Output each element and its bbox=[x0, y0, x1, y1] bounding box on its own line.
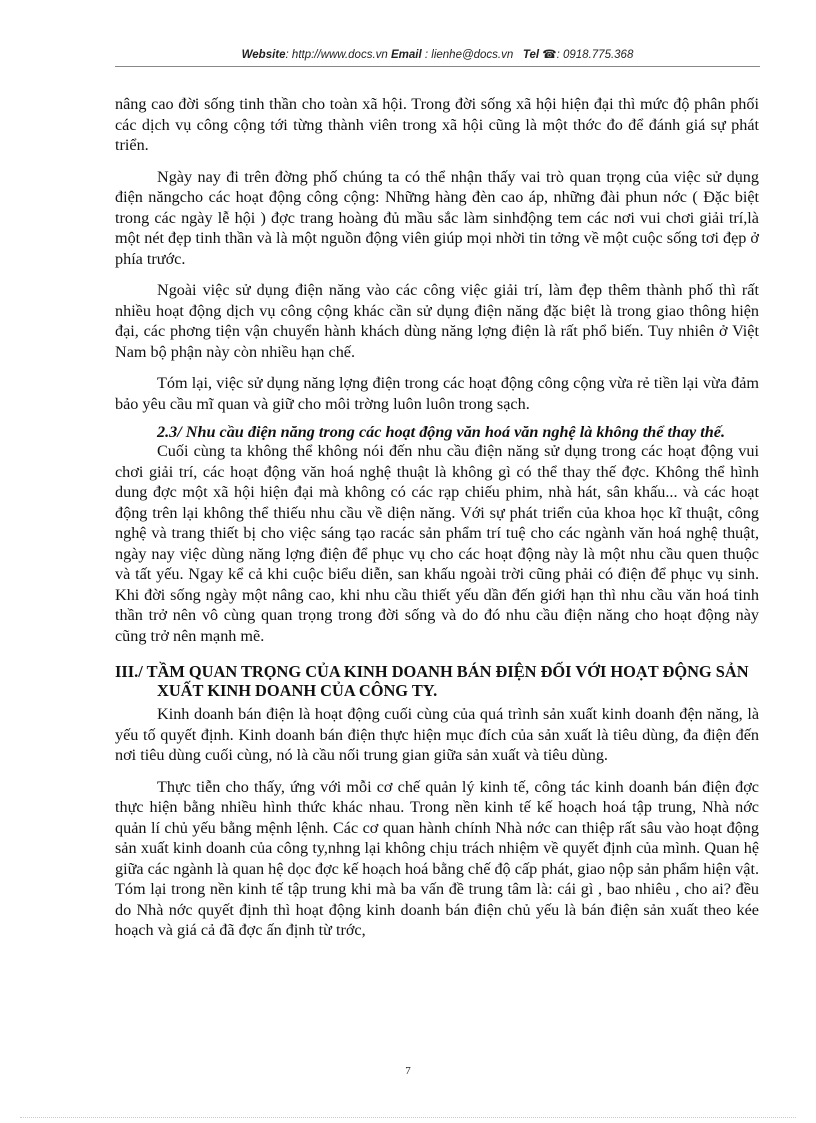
paragraph-1: nâng cao đời sống tinh thần cho toàn xã hội. Trong đời sống xã hội hiện đại thì mức độ phân phối các dịch vụ công cộng tới từng thành viên trong xã hội cũng là một thớc đo để đánh giá sự phát triển. bbox=[115, 95, 759, 154]
email-value[interactable]: : lienhe@docs.vn bbox=[421, 49, 514, 61]
paragraph-4: Tóm lại, việc sử dụng năng lợng điện trong các hoạt động công cộng vừa rẻ tiền lại vừa đảm bảo yêu cầu mĩ quan và giữ cho môi trờng luôn luôn trong sạch. bbox=[115, 374, 759, 413]
section-heading-iii: III./ TẦM QUAN TRỌNG CỦA KINH DOANH BÁN ĐIỆN ĐỐI VỚI HOẠT ĐỘNG SẢN XUẤT KINH DOANH CỦA CÔNG TY. bbox=[115, 662, 749, 700]
email-label: Email bbox=[391, 49, 422, 61]
paragraph-3: Ngoài việc sử dụng điện năng vào các công việc giải trí, làm đẹp thêm thành phố thì rất nhiều hoạt động dịch vụ công cộng khác cần sử dụng điện năng đặc biệt là trong giao thông hiện đại, các phơng tiện vận chuyển hành khách dùng năng lợng điện là rất phổ biến. Tuy nhiên ở Việt Nam bộ phận này còn nhiều hạn chế. bbox=[115, 281, 759, 361]
tel-label: Tel bbox=[522, 49, 540, 61]
document-body bbox=[115, 94, 759, 941]
page-header bbox=[115, 47, 760, 61]
website-label: Website bbox=[241, 49, 286, 61]
paragraph-6: Kinh doanh bán điện là hoạt động cuối cùng của quá trình sản xuất kinh doanh đện năng, là yếu tố quyết định. Kinh doanh bán điện thực hiện mục đích của sản xuất là tiêu dùng, đa điện đến nơi tiêu dùng cuối cùng, nó là cầu nối trung gian giữa sản xuất và tiêu dùng. bbox=[115, 705, 759, 764]
tel-value: : 0918.775.368 bbox=[556, 49, 634, 61]
paragraph-5: Cuối cùng ta không thể không nói đến nhu cầu điện năng sử dụng trong các hoạt động vui chơi giải trí, các hoạt động văn hoá nghệ thuật là không gì có thể thay thế đợc. Không thể hình dung đợc một xã hội hiện đại mà không có các rạp chiếu phim, nhà hát, sân khấu... và các hoạt động trên lại không thể thiếu nhu cầu về diện năng. Với sự phát triển của khoa học kĩ thuật, công nghệ và trang thiết bị cho việc sáng tạo racác sản phẩm trí tuệ cho các ngành văn hoá nghệ thuật, ngày nay việc dùng năng lợng điện để phục vụ cho các hoạt động này là một nhu cầu quen thuộc và tất yếu. Ngay kể cả khi cuộc biểu diễn, san khấu ngoài trời cũng phải có điện để phục vụ sinh. Khi đời sống ngày một nâng cao, khi nhu cầu thiết yếu dần đến giới hạn thì nhu cầu văn hoá tinh thần trở nên vô cùng quan trọng trong đời sống và do đó nhu cầu điện năng cho hoạt động này cũng trở nên mạnh mẽ. bbox=[115, 442, 759, 645]
header-divider bbox=[115, 66, 760, 67]
paragraph-7: Thực tiễn cho thấy, ứng với mỗi cơ chế quản lý kinh tế, công tác kinh doanh bán điện đợc thực hiện bằng nhiều hình thức khác nhau. Trong nền kinh tế kế hoạch hoá tập trung, Nhà nớc quản lí chủ yếu bằng mệnh lệnh. Các cơ quan hành chính Nhà nớc can thiệp rất sâu vào hoạt động sản xuất kinh doanh của công ty,nhng lại không chịu trách nhiệm về quyết định của mình. Quan hệ giữa các ngành là quan hệ dọc đợc kế hoạch hoá bằng chế độ cấp phát, giao nộp sản phẩm hiện vật. Tóm lại trong nền kinh tế tập trung khi mà ba vấn đề trung tâm là: cái gì , bao nhiêu , cho ai? đều do Nhà nớc quyết định thì hoạt động kinh doanh bán điện chủ yếu là bán điện sản xuất theo kée hoạch và giá cả đã đợc ấn định từ trớc, bbox=[115, 777, 759, 939]
phone-icon: ☎ bbox=[542, 49, 557, 61]
bottom-divider bbox=[20, 1117, 796, 1118]
subheading-2-3: 2.3/ Nhu cầu điện năng trong các hoạt động văn hoá văn nghệ là không thể thay thế. bbox=[157, 423, 726, 441]
website-url[interactable]: : http://www.docs.vn bbox=[285, 49, 388, 61]
paragraph-2: Ngày nay đi trên đờng phố chúng ta có thể nhận thấy vai trò quan trọng của việc sử dụng điện năngcho các hoạt động công cộng: Những hàng đèn cao áp, những đài phun nớc ( Đặc biệt trong các ngày lễ hội ) đợc trang hoàng đủ mầu sắc làm sinhđộng tem các nơi vui chơi giải trí,là một nét đẹp tinh thần và là một nguồn động viên giúp mọi nhời tin tởng về một cuộc sống tơi đẹp ở phía trước. bbox=[115, 167, 759, 268]
page-number: 7 bbox=[405, 1065, 411, 1077]
